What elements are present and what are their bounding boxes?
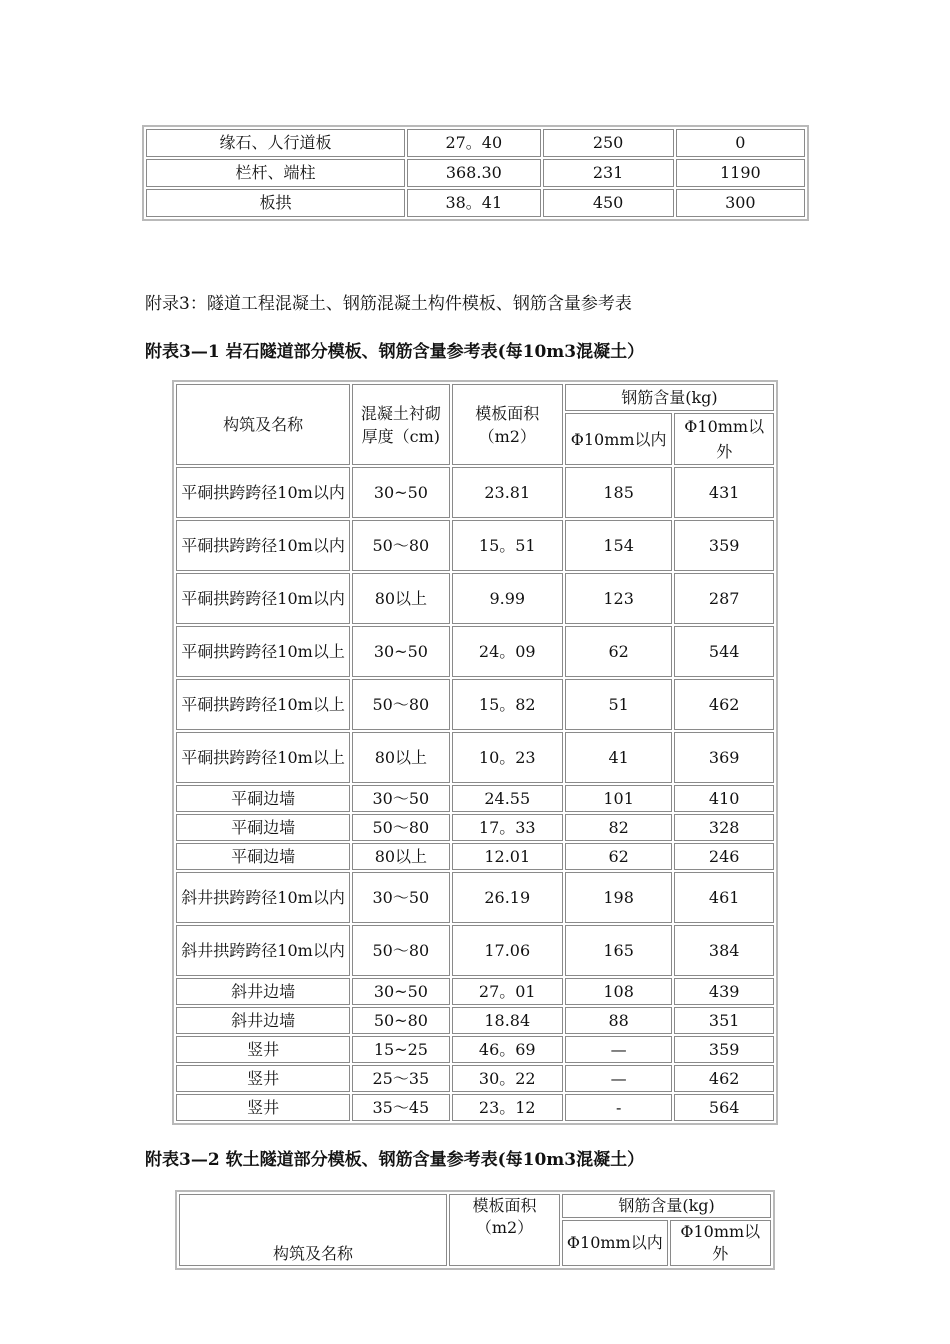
- table-cell: 平硐边墙: [176, 814, 350, 841]
- table-cell: 平硐拱跨跨径10m以上: [176, 732, 350, 783]
- table-cell: 30~50: [352, 626, 449, 677]
- table-cell: 23。12: [452, 1094, 563, 1121]
- table-cell: 80以上: [352, 843, 449, 870]
- table-cell: 栏杆、端柱: [146, 159, 405, 187]
- table-cell: 平硐拱跨跨径10m以内: [176, 573, 350, 624]
- table-cell: 斜井拱跨跨径10m以内: [176, 925, 350, 976]
- table-cell: 154: [565, 520, 672, 571]
- continuation-table: [142, 125, 809, 221]
- table-cell: 0: [676, 129, 805, 157]
- table-cell: 431: [674, 467, 774, 518]
- table-row: [176, 814, 774, 841]
- table-cell: 368.30: [407, 159, 540, 187]
- table-cell: 17.06: [452, 925, 563, 976]
- table-cell: 30~50: [352, 978, 449, 1005]
- table-cell: 185: [565, 467, 672, 518]
- table-row: [176, 1007, 774, 1034]
- table-cell: 41: [565, 732, 672, 783]
- table-cell: 351: [674, 1007, 774, 1034]
- table-row: [176, 520, 774, 571]
- table-cell: 板拱: [146, 189, 405, 217]
- table-cell: 竖井: [176, 1094, 350, 1121]
- table-cell: 30～50: [352, 785, 449, 812]
- table-cell: 384: [674, 925, 774, 976]
- table-cell: 439: [674, 978, 774, 1005]
- table-cell: 564: [674, 1094, 774, 1121]
- table-row: [176, 1036, 774, 1063]
- table-cell: 12.01: [452, 843, 563, 870]
- table-row: [176, 1065, 774, 1092]
- table-cell: 27。01: [452, 978, 563, 1005]
- table-cell: 斜井边墙: [176, 978, 350, 1005]
- table-cell: 15。51: [452, 520, 563, 571]
- table-row: [176, 679, 774, 730]
- table-cell: 123: [565, 573, 672, 624]
- table-cell: 62: [565, 626, 672, 677]
- header-rebar: 钢筋含量(kg): [562, 1194, 771, 1218]
- table-3-2-title: 附表3—2 软土隧道部分模板、钢筋含量参考表(每10m3混凝土）: [145, 1150, 645, 1170]
- table-cell: 斜井边墙: [176, 1007, 350, 1034]
- header-name: 构筑及名称: [179, 1194, 447, 1266]
- header-rebar: 钢筋含量(kg): [565, 384, 774, 411]
- table-cell: 82: [565, 814, 672, 841]
- table-cell: 101: [565, 785, 672, 812]
- table-row: [176, 843, 774, 870]
- header-rebar-under: Φ10mm以内: [565, 413, 672, 465]
- table-cell: 287: [674, 573, 774, 624]
- table-cell: 369: [674, 732, 774, 783]
- table-cell: 246: [674, 843, 774, 870]
- table-cell: 30~50: [352, 467, 449, 518]
- table-row: [176, 1094, 774, 1121]
- table-cell: 10。23: [452, 732, 563, 783]
- table-cell: 450: [543, 189, 674, 217]
- table-cell: 平硐边墙: [176, 843, 350, 870]
- header-formwork: 模板面积（m2）: [449, 1194, 560, 1266]
- table-cell: 24.55: [452, 785, 563, 812]
- table-cell: 461: [674, 872, 774, 923]
- rock-tunnel-table-body: [176, 467, 774, 1121]
- table-row: [146, 189, 805, 217]
- table-cell: 80以上: [352, 732, 449, 783]
- table-cell: 50～80: [352, 925, 449, 976]
- header-rebar-over: Φ10mm以外: [670, 1220, 771, 1266]
- rock-tunnel-table: [172, 380, 778, 1125]
- table-cell: 9.99: [452, 573, 563, 624]
- table-cell: 88: [565, 1007, 672, 1034]
- header-formwork: 模板面积（m2）: [452, 384, 563, 465]
- table-cell: —: [565, 1036, 672, 1063]
- table-cell: 15~25: [352, 1036, 449, 1063]
- table-row: [176, 732, 774, 783]
- table-cell: 198: [565, 872, 672, 923]
- table-cell: 328: [674, 814, 774, 841]
- table-cell: 平硐拱跨跨径10m以内: [176, 520, 350, 571]
- table-row: [146, 129, 805, 157]
- table-cell: 斜井拱跨跨径10m以内: [176, 872, 350, 923]
- table-cell: 17。33: [452, 814, 563, 841]
- table-cell: 46。69: [452, 1036, 563, 1063]
- table-cell: 30～50: [352, 872, 449, 923]
- header-thickness: 混凝土衬砌厚度（cm): [352, 384, 449, 465]
- table-row: [176, 785, 774, 812]
- table-cell: 544: [674, 626, 774, 677]
- table-cell: 26.19: [452, 872, 563, 923]
- table-cell: 27。40: [407, 129, 540, 157]
- table-cell: 62: [565, 843, 672, 870]
- table-cell: 38。41: [407, 189, 540, 217]
- table-row: [176, 467, 774, 518]
- table-cell: 23.81: [452, 467, 563, 518]
- table-cell: 25～35: [352, 1065, 449, 1092]
- table-cell: 平硐拱跨跨径10m以上: [176, 679, 350, 730]
- soft-soil-tunnel-table: [175, 1190, 775, 1270]
- table-cell: -: [565, 1094, 672, 1121]
- table-cell: 平硐拱跨跨径10m以上: [176, 626, 350, 677]
- table-cell: 410: [674, 785, 774, 812]
- table-cell: 竖井: [176, 1036, 350, 1063]
- table-cell: 30。22: [452, 1065, 563, 1092]
- table-row: [176, 978, 774, 1005]
- table-header-row: [176, 384, 774, 411]
- table-cell: 462: [674, 1065, 774, 1092]
- table-cell: 359: [674, 520, 774, 571]
- table-row: [176, 626, 774, 677]
- table-row: [176, 925, 774, 976]
- table-cell: 1190: [676, 159, 805, 187]
- table-row: [176, 872, 774, 923]
- table-cell: 50～80: [352, 520, 449, 571]
- table-cell: 50~80: [352, 1007, 449, 1034]
- table-cell: 缘石、人行道板: [146, 129, 405, 157]
- table-cell: 80以上: [352, 573, 449, 624]
- table-cell: 平硐边墙: [176, 785, 350, 812]
- table-cell: 462: [674, 679, 774, 730]
- header-rebar-over: Φ10mm以外: [674, 413, 774, 465]
- table-cell: 35～45: [352, 1094, 449, 1121]
- table-cell: 50～80: [352, 814, 449, 841]
- table-cell: 300: [676, 189, 805, 217]
- appendix-heading: 附录3：隧道工程混凝土、钢筋混凝土构件模板、钢筋含量参考表: [145, 294, 632, 314]
- table-cell: 50～80: [352, 679, 449, 730]
- table-cell: 165: [565, 925, 672, 976]
- table-cell: 51: [565, 679, 672, 730]
- table-cell: 竖井: [176, 1065, 350, 1092]
- table-cell: 108: [565, 978, 672, 1005]
- table-row: [146, 159, 805, 187]
- table-cell: 18.84: [452, 1007, 563, 1034]
- header-name: 构筑及名称: [176, 384, 350, 465]
- table-row: [176, 573, 774, 624]
- table-cell: 250: [543, 129, 674, 157]
- table-header-row: [179, 1194, 771, 1218]
- table-cell: 24。09: [452, 626, 563, 677]
- table-cell: 359: [674, 1036, 774, 1063]
- table-cell: 15。82: [452, 679, 563, 730]
- table-cell: 平硐拱跨跨径10m以内: [176, 467, 350, 518]
- header-rebar-under: Φ10mm以内: [562, 1220, 667, 1266]
- table-cell: 231: [543, 159, 674, 187]
- table-cell: —: [565, 1065, 672, 1092]
- table-3-1-title: 附表3—1 岩石隧道部分模板、钢筋含量参考表(每10m3混凝土）: [145, 342, 645, 362]
